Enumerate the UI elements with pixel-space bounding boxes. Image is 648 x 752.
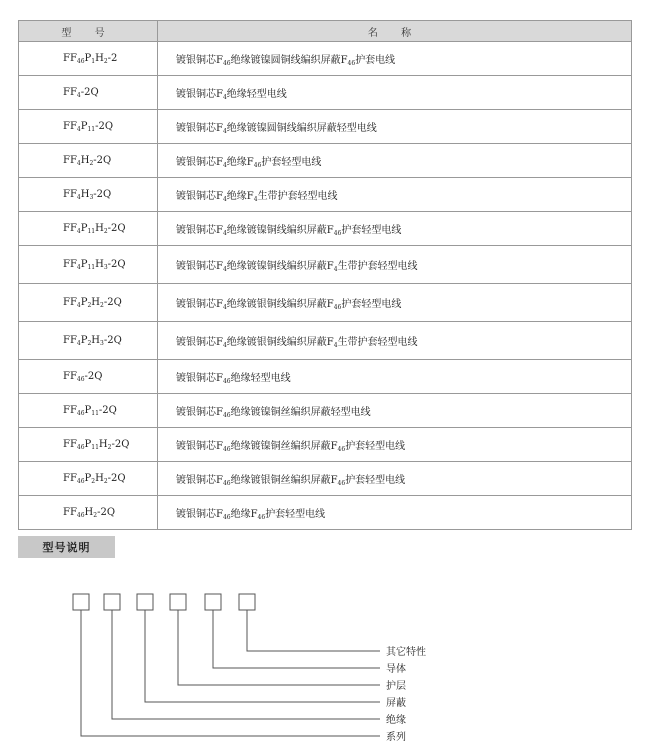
table-row: [19, 360, 632, 394]
table-row: [19, 110, 632, 144]
model-code-cell: $FF_{46}H_2-2Q$: [19, 496, 158, 530]
table-row: [19, 144, 632, 178]
label-shield: 屏蔽: [386, 698, 406, 709]
product-name-cell: 镀银铜芯$F_{46}$绝缘$F_{46}$护套轻型电线: [158, 496, 632, 530]
table-row: [19, 394, 632, 428]
label-sheath: 护层: [386, 681, 406, 692]
table-row: [19, 178, 632, 212]
model-table: [18, 20, 632, 530]
model-code-cell: $FF_4P_{11}H_3-2Q$: [19, 246, 158, 284]
product-name-cell: 镀银铜芯$F_4$绝缘镀镍铜线编织屏蔽$F_{46}$护套轻型电线: [158, 212, 632, 246]
product-name-cell: 镀银铜芯$F_4$绝缘轻型电线: [158, 76, 632, 110]
leader-line-4: [178, 610, 380, 685]
header-name: 名 称: [158, 21, 632, 42]
product-name-cell: 镀银铜芯$F_{46}$绝缘镀镍铜丝编织屏蔽$F_{46}$护套轻型电线: [158, 428, 632, 462]
product-name-cell: 镀银铜芯$F_4$绝缘镀镍圆铜线编织屏蔽轻型电线: [158, 110, 632, 144]
leader-line-3: [145, 610, 380, 702]
model-code-cell: $FF_4H_2-2Q$: [19, 144, 158, 178]
model-code-cell: $FF_{46}P_{11}H_2-2Q$: [19, 428, 158, 462]
header-model: 型 号: [19, 21, 158, 42]
model-code-cell: $FF_4H_3-2Q$: [19, 178, 158, 212]
product-name-cell: 镀银铜芯$F_4$绝缘$F_4$生带护套轻型电线: [158, 178, 632, 212]
model-code-cell: $FF_4-2Q$: [19, 76, 158, 110]
label-conductor: 导体: [386, 664, 406, 675]
model-code-cell: $FF_4P_2H_2-2Q$: [19, 284, 158, 322]
leader-line-6: [247, 610, 380, 651]
table-row: [19, 322, 632, 360]
code-box-2: [104, 594, 120, 610]
code-box-1: [73, 594, 89, 610]
model-code-cell: $FF_{46}P_2H_2-2Q$: [19, 462, 158, 496]
leader-line-1: [81, 610, 380, 736]
product-name-cell: 镀银铜芯$F_{46}$绝缘镀镍铜丝编织屏蔽轻型电线: [158, 394, 632, 428]
label-other-features: 其它特性: [386, 647, 426, 658]
model-code-cell: $FF_{46}P_{11}-2Q$: [19, 394, 158, 428]
table-row: [19, 496, 632, 530]
code-box-6: [239, 594, 255, 610]
table-row: [19, 42, 632, 76]
model-code-cell: $FF_4P_{11}-2Q$: [19, 110, 158, 144]
leader-line-2: [112, 610, 380, 719]
model-code-cell: $FF_{46}P_1H_2-2$: [19, 42, 158, 76]
model-code-cell: $FF_4P_{11}H_2-2Q$: [19, 212, 158, 246]
product-name-cell: 镀银铜芯$F_4$绝缘镀银铜线编织屏蔽$F_4$生带护套轻型电线: [158, 322, 632, 360]
product-name-cell: 镀银铜芯$F_4$绝缘$F_{46}$护套轻型电线: [158, 144, 632, 178]
model-code-cell: $FF_{46}-2Q$: [19, 360, 158, 394]
product-name-cell: 镀银铜芯$F_{46}$绝缘镀银铜丝编织屏蔽$F_{46}$护套轻型电线: [158, 462, 632, 496]
table-row: [19, 428, 632, 462]
leader-line-5: [213, 610, 380, 668]
label-series: 系列: [386, 732, 406, 743]
table-row: [19, 76, 632, 110]
label-insulation: 绝缘: [386, 715, 406, 726]
product-name-cell: 镀银铜芯$F_{46}$绝缘轻型电线: [158, 360, 632, 394]
table-row: [19, 284, 632, 322]
section-title: 型号说明: [18, 536, 115, 558]
table-row: [19, 212, 632, 246]
model-code-cell: $FF_4P_2H_3-2Q$: [19, 322, 158, 360]
table-row: [19, 246, 632, 284]
product-name-cell: 镀银铜芯$F_{46}$绝缘镀镍圆铜线编织屏蔽$F_{46}$护套电线: [158, 42, 632, 76]
code-box-4: [170, 594, 186, 610]
product-name-cell: 镀银铜芯$F_4$绝缘镀镍铜线编织屏蔽$F_4$生带护套轻型电线: [158, 246, 632, 284]
code-box-5: [205, 594, 221, 610]
table-row: [19, 462, 632, 496]
product-name-cell: 镀银铜芯$F_4$绝缘镀银铜线编织屏蔽$F_{46}$护套轻型电线: [158, 284, 632, 322]
code-box-3: [137, 594, 153, 610]
